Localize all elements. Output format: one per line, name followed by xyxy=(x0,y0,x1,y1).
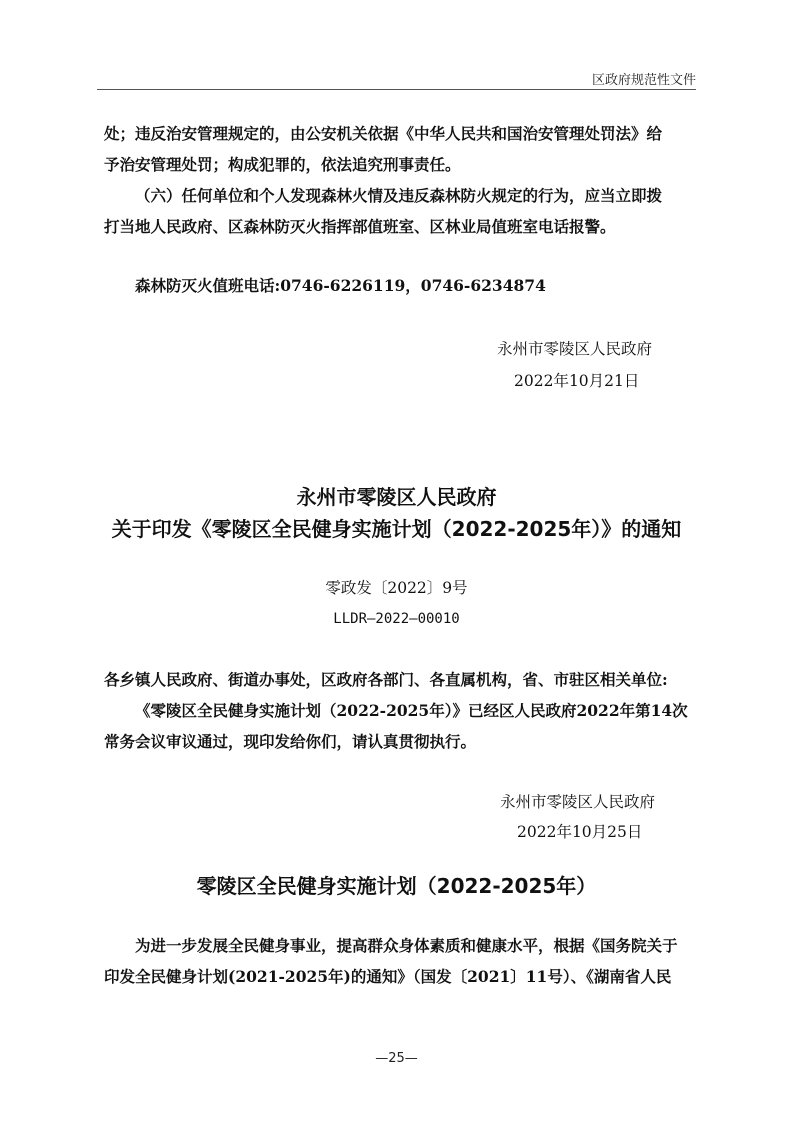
header-divider xyxy=(97,89,696,90)
document-category-label: 区政府规范性文件 xyxy=(591,73,696,88)
fire-hotline: 森林防灭火值班电话:0746-6226119，0746-6234874 xyxy=(135,276,546,295)
notice-title-line-1: 永州市零陵区人民政府 xyxy=(296,485,497,509)
notice-recipients: 各乡镇人民政府、街道办事处，区政府各部门、各直属机构，省、市驻区相关单位: xyxy=(104,670,668,689)
plan-title: 零陵区全民健身实施计划（2022-2025年） xyxy=(196,874,597,898)
prev-doc-line-2: 予治安管理处罚；构成犯罪的，依法追究刑事责任。 xyxy=(104,155,461,174)
notice-doc-code: LLDR—2022—00010 xyxy=(333,611,460,627)
prev-doc-line-1: 处；违反治安管理规定的，由公安机关依据《中华人民共和国治安管理处罚法》给 xyxy=(104,124,663,143)
notice-signature-date: 2022年10月25日 xyxy=(517,823,643,841)
prev-doc-signature-org: 永州市零陵区人民政府 xyxy=(497,340,653,358)
notice-body-line-1: 《零陵区全民健身实施计划（2022-2025年）》已经区人民政府2022年第14次 xyxy=(135,701,688,720)
notice-title-line-2: 关于印发《零陵区全民健身实施计划（2022-2025年）》的通知 xyxy=(111,517,682,541)
notice-signature-org: 永州市零陵区人民政府 xyxy=(500,793,656,811)
notice-doc-number: 零政发〔2022〕9号 xyxy=(325,579,468,597)
prev-doc-signature-date: 2022年10月21日 xyxy=(514,372,640,390)
notice-body-line-2: 常务会议审议通过，现印发给你们，请认真贯彻执行。 xyxy=(104,732,477,751)
page-number: —25— xyxy=(375,1051,418,1066)
plan-intro-line-2: 印发全民健身计划(2021-2025年)的通知》（国发〔2021〕11号）、《湖南省人民 xyxy=(104,967,672,986)
prev-doc-line-4: 打当地人民政府、区森林防灭火指挥部值班室、区林业局值班室电话报警。 xyxy=(104,217,616,236)
plan-intro-line-1: 为进一步发展全民健身事业，提高群众身体素质和健康水平，根据《国务院关于 xyxy=(135,936,678,955)
prev-doc-line-3: （六）任何单位和个人发现森林火情及违反森林防火规定的行为，应当立即拨 xyxy=(135,186,663,205)
